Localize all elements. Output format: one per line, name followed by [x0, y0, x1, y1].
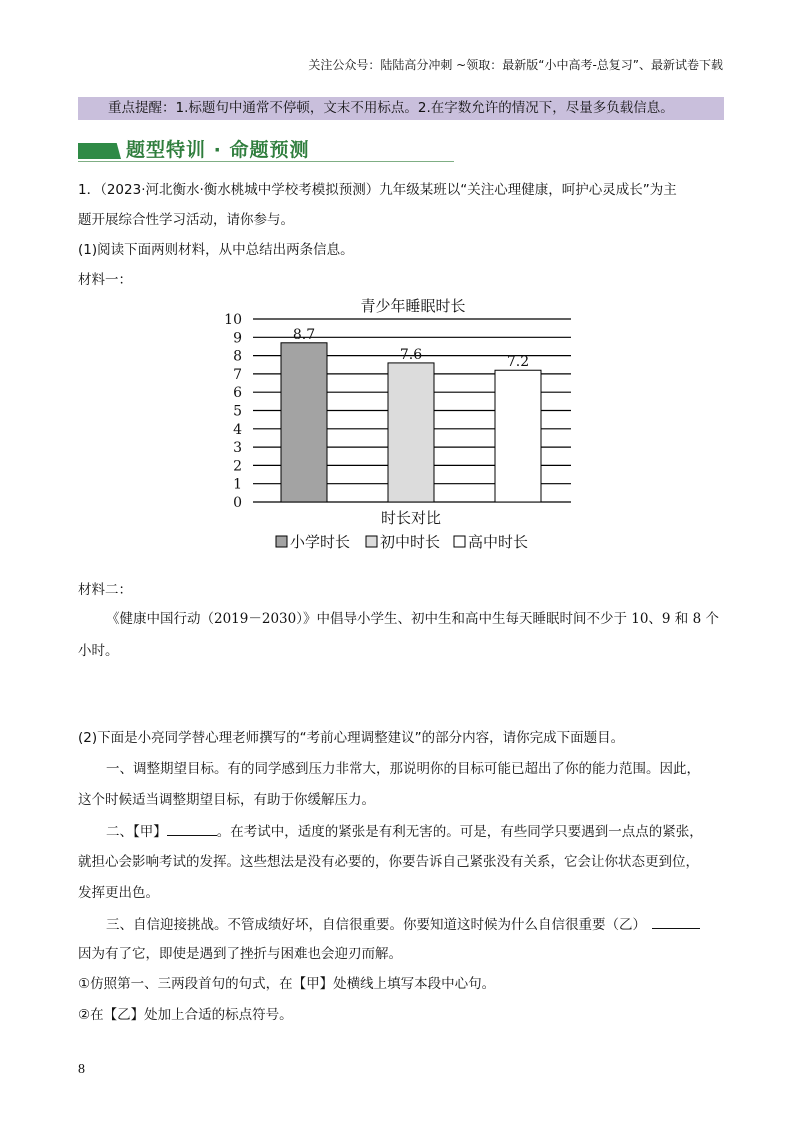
- advice-para3-line2: 因为有了它，即使是遇到了挫折与困难也会迎刃而解。: [78, 946, 402, 962]
- question-intro-line1: 1．（2023·河北衡水·衡水桃城中学校考模拟预测）九年级某班以“关注心理健康，呵护心灵成长”为主: [78, 182, 677, 198]
- legend-swatch: [276, 536, 287, 547]
- advice-para2-line3: 发挥更出色。: [78, 885, 159, 901]
- y-tick-label: 6: [233, 385, 242, 402]
- material1-label: 材料一：: [78, 272, 132, 288]
- legend-swatch: [366, 536, 377, 547]
- advice-para2-line1: [106, 821, 703, 842]
- y-tick-label: 1: [233, 476, 242, 493]
- section-underline: [78, 161, 454, 162]
- advice-para2-line2: 就担心会影响考试的发挥。这些想法是没有必要的，你要告诉自己紧张没有关系，它会让你状态更到位，: [78, 854, 699, 870]
- legend-label: 高中时长: [468, 533, 529, 551]
- advice-para2-prefix: 二、【甲】: [106, 824, 167, 840]
- sub-question-1: ①仿照第一、三两段首句的句式，在【甲】处横线上填写本段中心句。: [78, 976, 496, 992]
- y-tick-label: 10: [224, 312, 242, 328]
- y-tick-label: 2: [233, 458, 242, 475]
- y-tick-label: 3: [233, 440, 242, 457]
- legend-label: 初中时长: [380, 533, 441, 551]
- part1-prompt: (1)阅读下面两则材料，从中总结出两条信息。: [78, 242, 354, 258]
- part2-prompt: (2)下面是小亮同学替心理老师撰写的“考前心理调整建议”的部分内容，请你完成下面题目。: [78, 730, 625, 746]
- section-heading: [78, 135, 454, 165]
- question-intro-line2: 题开展综合性学习活动，请你参与。: [78, 212, 294, 228]
- bar: [281, 343, 327, 502]
- material2-label: 材料二：: [78, 582, 132, 598]
- y-tick-label: 0: [233, 495, 242, 511]
- y-tick-label: 8: [233, 348, 242, 365]
- bar-data-label: 7.2: [506, 354, 530, 371]
- legend-label: 小学时长: [290, 533, 351, 551]
- key-reminder-banner: 重点提醒：1.标题句中通常不停顿，文末不用标点。2.在字数允许的情况下，尽量多负载信息。: [78, 97, 724, 120]
- y-tick-label: 5: [233, 403, 242, 420]
- advice-para2-suffix: 。在考试中，适度的紧张是有利无害的。可是，有些同学只要遇到一点点的紧张，: [216, 824, 703, 840]
- advice-para3-line1: [106, 914, 700, 935]
- x-axis-label: 时长对比: [380, 509, 442, 527]
- bar: [495, 370, 541, 502]
- section-marker-bar: [78, 143, 121, 159]
- advice-para1-line2: 这个时候适当调整期望目标，有助于你缓解压力。: [78, 792, 375, 808]
- y-tick-label: 7: [233, 366, 242, 383]
- page-header: 关注公众号：陆陆高分冲刺 ~领取：最新版“小中高考-总复习”、最新试卷下载: [308, 58, 723, 72]
- sleep-duration-chart: [224, 292, 568, 558]
- material2-text-line1: 《健康中国行动（2019－2030）》中倡导小学生、初中生和高中生每天睡眠时间不少于 10、9 和 8 个: [106, 611, 719, 627]
- blank-yi[interactable]: [652, 914, 700, 929]
- bar-data-label: 8.7: [292, 326, 316, 343]
- bar: [388, 363, 434, 502]
- section-title: 题型特训 · 命题预测: [126, 139, 310, 161]
- y-tick-label: 9: [233, 330, 242, 347]
- advice-para3-text: 三、自信迎接挑战。不管成绩好坏，自信很重要。你要知道这时候为什么自信很重要（乙）: [106, 917, 646, 933]
- advice-para1-line1: 一、调整期望目标。有的同学感到压力非常大，那说明你的目标可能已超出了你的能力范围。因此，: [106, 761, 700, 777]
- blank-jia[interactable]: [167, 821, 217, 836]
- chart-title: 青少年睡眠时长: [360, 297, 466, 315]
- y-tick-label: 4: [233, 421, 242, 438]
- page-number: 8: [78, 1062, 85, 1077]
- bar-data-label: 7.6: [399, 346, 423, 363]
- legend-swatch: [454, 536, 465, 547]
- material2-text-line2: 小时。: [78, 643, 119, 659]
- sub-question-2: ②在【乙】处加上合适的标点符号。: [78, 1007, 293, 1023]
